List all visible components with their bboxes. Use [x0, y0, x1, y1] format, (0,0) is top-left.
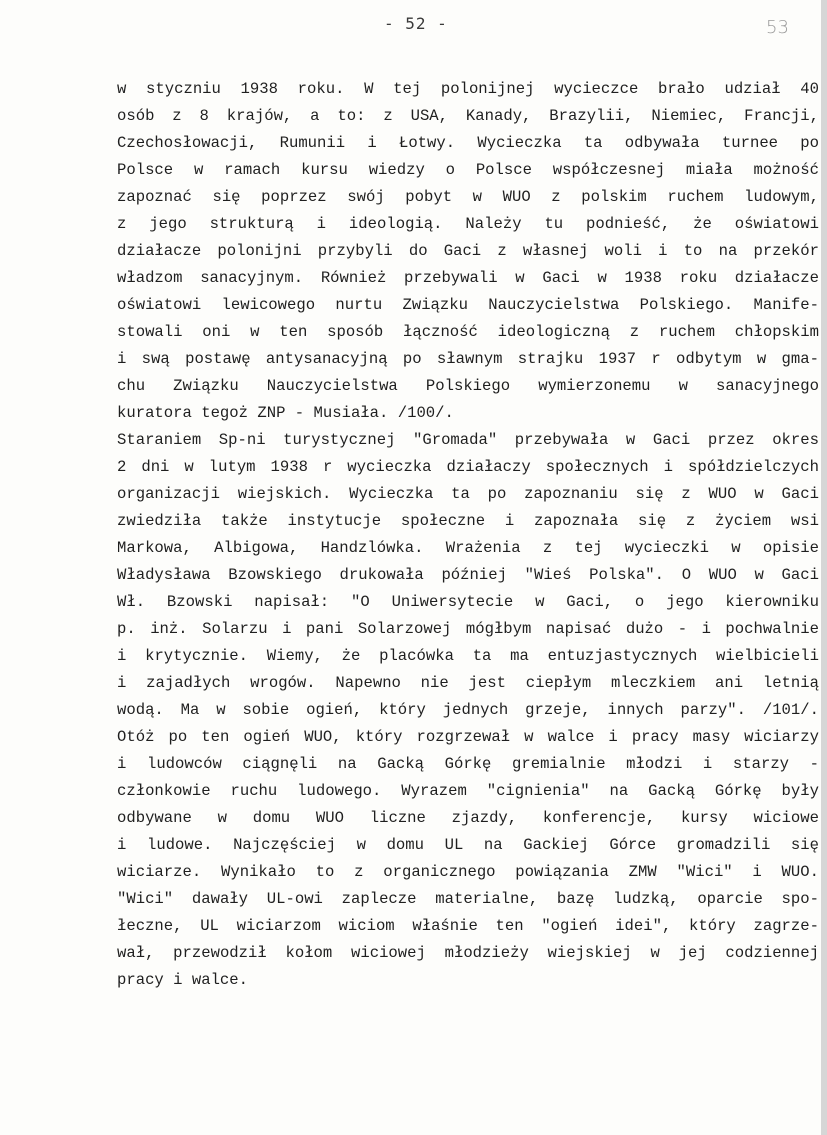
text-line: w styczniu 1938 roku. W tej polonijnej wycieczce brało udział 40: [117, 80, 819, 98]
archive-page-number: 53: [766, 17, 789, 38]
text-line: i krytycznie. Wiemy, że placówka ta ma entuzjastycznych wielbicieli: [117, 647, 819, 665]
text-line: Władysława Bzowskiego drukowała później "Wieś Polska". O WUO w Gaci: [117, 566, 819, 584]
text-line: i ludowe. Najczęściej w domu UL na Gackiej Górce gromadzili się: [117, 836, 819, 854]
text-line: Staraniem Sp-ni turystycznej "Gromada" przebywała w Gaci przez okres: [117, 431, 819, 449]
text-line: stowali oni w ten sposób łączność ideologiczną z ruchem chłopskim: [117, 323, 819, 341]
text-line: 2 dni w lutym 1938 r wycieczka działaczy społecznych i spółdzielczych: [117, 458, 819, 476]
text-line: chu Związku Nauczycielstwa Polskiego wymierzonemu w sanacyjnego: [117, 377, 819, 395]
text-line: łeczne, UL wiciarzom wiciom właśnie ten "ogień idei", który zagrze-: [117, 917, 819, 935]
text-line: władzom sanacyjnym. Również przebywali w Gaci w 1938 roku działacze: [117, 269, 819, 287]
text-line: i ludowców ciągnęli na Gacką Górkę gremialnie młodzi i starzy -: [117, 755, 819, 773]
text-line: zapoznać się poprzez swój pobyt w WUO z polskim ruchem ludowym,: [117, 188, 819, 206]
text-line: "Wici" dawały UL-owi zaplecze materialne, bazę ludzką, oparcie spo-: [117, 890, 819, 908]
typewritten-text: [117, 76, 819, 994]
text-line: działacze polonijni przybyli do Gaci z własnej woli i to na przekór: [117, 242, 819, 260]
text-line: z jego strukturą i ideologią. Należy tu podnieść, że oświatowi: [117, 215, 819, 233]
text-line: Polsce w ramach kursu wiedzy o Polsce współczesnej miała możność: [117, 161, 819, 179]
text-line: członkowie ruchu ludowego. Wyrazem "cignienia" na Gacką Górkę były: [117, 782, 819, 800]
text-line: odbywane w domu WUO liczne zjazdy, konferencje, kursy wiciowe: [117, 809, 819, 827]
text-line: wodą. Ma w sobie ogień, który jednych grzeje, innych parzy". /101/.: [117, 701, 819, 719]
page-edge-shadow: [821, 0, 827, 1135]
text-line: zwiedziła także instytucje społeczne i zapoznała się z życiem wsi: [117, 512, 819, 530]
text-line: organizacji wiejskich. Wycieczka ta po zapoznaniu się z WUO w Gaci: [117, 485, 819, 503]
text-line: wiciarze. Wynikało to z organicznego powiązania ZMW "Wici" i WUO.: [117, 863, 819, 881]
text-line: osób z 8 krajów, a to: z USA, Kanady, Brazylii, Niemiec, Francji,: [117, 107, 819, 125]
text-line: oświatowi lewicowego nurtu Związku Nauczycielstwa Polskiego. Manife-: [117, 296, 819, 314]
text-line: i swą postawę antysanacyjną po sławnym strajku 1937 r odbytym w gma-: [117, 350, 819, 368]
text-line: wał, przewodził kołom wiciowej młodzieży wiejskiej w jej codziennej: [117, 944, 819, 962]
text-line: Wł. Bzowski napisał: "O Uniwersytecie w Gaci, o jego kierowniku: [117, 593, 819, 611]
text-line: Markowa, Albigowa, Handzlówka. Wrażenia z tej wycieczki w opisie: [117, 539, 819, 557]
text-line: i zajadłych wrogów. Napewno nie jest ciepłym mleczkiem ani letnią: [117, 674, 819, 692]
text-line: pracy i walce.: [117, 971, 249, 989]
text-line: p. inż. Solarzu i pani Solarzowej mógłbym napisać dużo - i pochwalnie: [117, 620, 819, 638]
text-line: Czechosłowacji, Rumunii i Łotwy. Wycieczka ta odbywała turnee po: [117, 134, 819, 152]
text-line: Otóż po ten ogień WUO, który rozgrzewał w walce i pracy masy wiciarzy: [117, 728, 819, 746]
text-line: kuratora tegoż ZNP - Musiała. /100/.: [117, 404, 454, 422]
page-number: - 52 -: [384, 14, 448, 33]
